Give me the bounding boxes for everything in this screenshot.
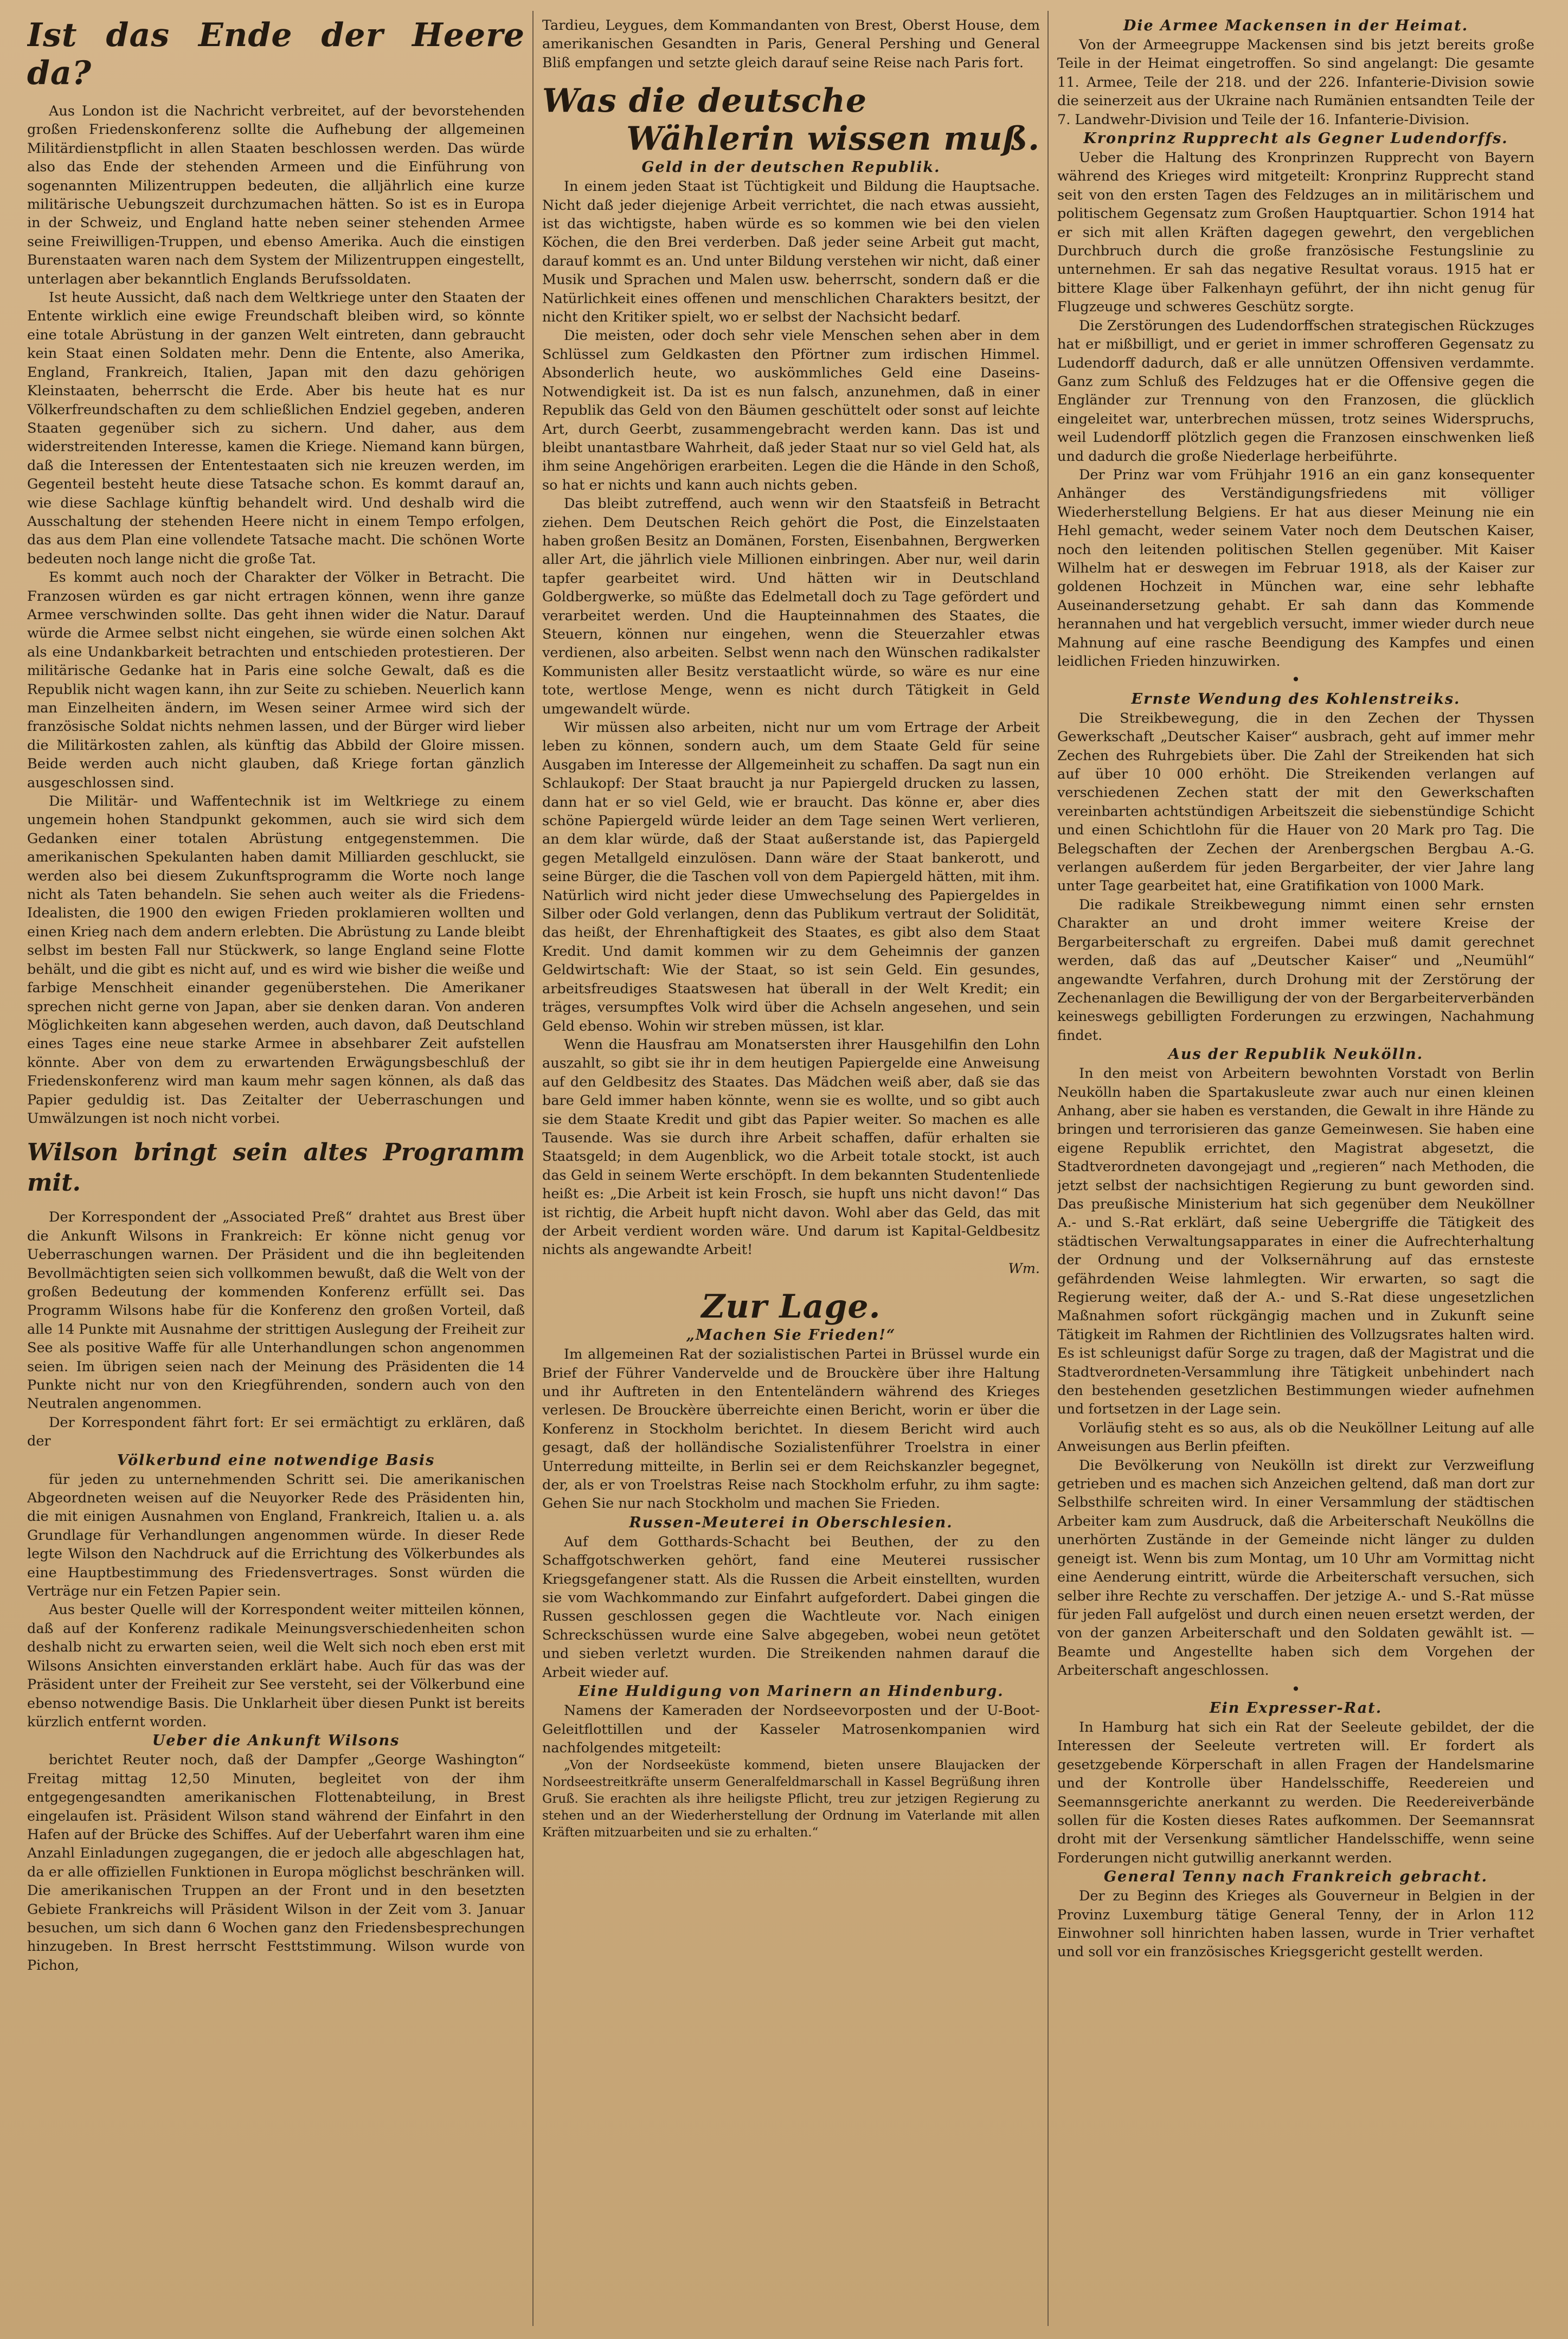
headline-wilson: Wilson bringt sein altes Programm mit. bbox=[27, 1139, 525, 1197]
paragraph: für jeden zu unternehmenden Schritt sei. Die amerikanischen Abgeordneten weisen auf die Neuyorker Rede des Präsidenten hin, die mit einigen Ausnahmen von England, Frankreich, Italien u. a. als Grundlage für Verhandlungen angenommen würde. In dieser Rede legte Wilson den Nachdruck auf die Errichtung des Völkerbundes als eine Hauptbestimmung des Friedensvertrages. Sonst würden die Verträge nur ein Fetzen Papier sein. bbox=[27, 1471, 525, 1600]
paragraph: berichtet Reuter noch, daß der Dampfer „George Washington“ Freitag mittag 12,50 Minuten, begleitet von der ihm entgegengesandten amerikanischen Flottenabteilung, in Brest eingelaufen ist. Präsident Wilson stand während der Einfahrt in den Hafen auf der Brücke des Schiffes. Auf der Ueberfahrt waren ihm eine Anzahl Einladungen zugegangen, die er jedoch alle abgeschlagen hat, da er alle offiziellen Funktionen in Europa möglichst beschränken will. Die amerikanischen Truppen an der Front und in den besetzten Gebiete Frankreichs will Präsident Wilson in der Zeit vom 3. Januar besuchen, um sich dann 6 Wochen ganz den Friedensbesprechungen hinzugeben. In Brest herrscht Festtstimmung. Wilson wurde von Pichon, bbox=[27, 1752, 525, 1974]
paragraph: Der Korrespondent fährt fort: Er sei ermächtigt zu erklären, daß der bbox=[27, 1414, 525, 1450]
column-middle bbox=[542, 16, 1040, 2326]
paragraph: Die Streikbewegung, die in den Zechen der Thyssen Gewerkschaft „Deutscher Kaiser“ ausbrach, geht auf immer mehr Zechen des Ruhrgebiets über. Die Zahl der Streikenden hat sich auf über 10 000 erhöht. Die Streikenden verlangen auf verschiedenen Zechen statt der mit den Gewerkschaften vereinbarten achtstündigen Arbeitszeit die siebenstündige Schicht und einen Schichtlohn für die Hauer von 20 Mark pro Tag. Die Belegschaften der Zechen der Arenbergschen Bergbau A.-G. verlangen außerdem für jeden Bergarbeiter, der vier Jahre lang unter Tage gearbeitet hat, eine Gratifikation von 1000 Mark. bbox=[1057, 710, 1534, 895]
paragraph: „Von der Nordseeküste kommend, bieten unsere Blaujacken der Nordseestreitkräfte unserm Generalfeldmarschall in Kassel Begrüßung ihren Gruß. Sie erachten als ihre heiligste Pflicht, treu zur jetzigen Regierung zu stehen und an der Wiederherstellung der Ordnung im Vaterlande mit allen Kräften mitzuarbeiten und sie zu erhalten.“ bbox=[542, 1758, 1040, 1840]
subheading: Eine Huldigung von Marinern an Hindenburg. bbox=[578, 1683, 1004, 1700]
paragraph: Vorläufig steht es so aus, als ob die Neuköllner Leitung auf alle Anweisungen aus Berlin pfeiften. bbox=[1057, 1419, 1534, 1455]
headline-zur-lage: Zur Lage. bbox=[701, 1288, 881, 1326]
paragraph: Wenn die Hausfrau am Monatsersten ihrer Hausgehilfin den Lohn auszahlt, so gibt sie ihr in dem heutigen Papiergelde eine Anweisung auf den Geldbesitz des Staates. Das Mädchen weiß aber, daß sie das bare Geld immer haben könnte, wenn sie es wollte, und so gibt auch sie dem Staate Kredit und gibt das Papier weiter. So machen es alle Tausende. Was sie durch ihre Arbeit schaffen, dafür erhalten sie Staatsgeld; in dem Augenblick, wo die Arbeit totale stockt, ist auch das Geld in seinem Werte erschöpft. In dem bekannten Studentenliede heißt es: „Die Arbeit ist kein Frosch, sie hupft uns nicht davon!“ Das ist richtig, die Arbeit hupft nicht davon. Wohl aber das Geld, das mit der Arbeit verdient worden wäre. Und darum ist Kapital-Geldbesitz nichts als angewandte Arbeit! bbox=[542, 1036, 1040, 1258]
paragraph: Namens der Kameraden der Nordseevorposten und der U-Boot-Geleitflottillen und der Kasseler Matrosenkompanien wird nachfolgendes mitgeteilt: bbox=[542, 1702, 1040, 1756]
paragraph: Wir müssen also arbeiten, nicht nur um vom Ertrage der Arbeit leben zu können, sondern auch, um dem Staate Geld für seine Ausgaben im Interesse der Allgemeinheit zu schaffen. Da sagt nun ein Schlaukopf: Der Staat braucht ja nur Papiergeld drucken zu lassen, dann hat er so viel Geld, wie er braucht. Das könne er, aber dies schöne Papiergeld würde leider an dem Tage seinen Wert verlieren, an dem klar würde, daß der Staat außerstande ist, das Papiergeld gegen Metallgeld einzulösen. Dann wäre der Staat bankerott, und seine Bürger, die die Taschen voll von dem Papiergeld hätten, mit ihm. Natürlich wird nicht jeder diese Umwechselung des Papiergeldes in Silber oder Gold verlangen, denn das Publikum vertraut der Solidität, das heißt, der Ehrenhaftigkeit des Staates, es gibt also dem Staat Kredit. Und damit kommen wir zu dem Geheimnis der ganzen Geldwirtschaft: Wie der Staat, so ist sein Geld. Ein gesundes, arbeitsfreudiges Staatswesen hat überall in der Welt Kredit; ein träges, versumpftes Volk wird über die Achseln angesehen, und sein Geld ebenso. Wohin wir streben müssen, ist klar. bbox=[542, 719, 1040, 1034]
subheading: „Machen Sie Frieden!“ bbox=[686, 1327, 896, 1344]
paragraph: Ueber die Haltung des Kronprinzen Rupprecht von Bayern während des Krieges wird mitgeteilt: Kronprinz Rupprecht stand seit von den ersten Tagen des Feldzuges an in militärischem und politischem Gegensatz zum Großen Hauptquartier. Schon 1914 hat er sich mit allen Kräften dagegen gewehrt, den vergeblichen Durchbruch durch die große französische Festungslinie zu unternehmen. Er sah das negative Resultat voraus. 1915 hat er bittere Klage über Falkenhayn geführt, der ihn nicht genug für Flugzeuge und schweres Geschütz sorgte. bbox=[1057, 150, 1534, 316]
paragraph: Ist heute Aussicht, daß nach dem Weltkriege unter den Staaten der Entente wirklich eine ewige Freundschaft bleiben wird, so könnte eine totale Abrüstung in der ganzen Welt eintreten, dann gebraucht kein Staat einen Soldaten mehr. Denn die Entente, also Amerika, England, Frankreich, Italien, Japan mit den dazu gehörigen Kleinstaaten, beherrscht die Erde. Aber bis heute hat es nur Völkerfreundschaften zu dem schließlichen Endziel gegeben, anderen Staaten gegenüber sich zu sichern. Und daher, aus dem widerstreitenden Interesse, kamen die Kriege. Niemand kann bürgen, daß die Interessen der Ententestaaten sich nie kreuzen werden, im Gegenteil besteht heute diese Tatsache schon. Es kommt darauf an, wie diese Sachlage künftig behandelt wird. Und deshalb wird die Ausschaltung der stehenden Heere nicht in einem Tempo erfolgen, das aus dem Plan eine vollendete Tatsache macht. Die schönen Worte bedeuten noch lange nicht die große Tat. bbox=[27, 290, 525, 567]
subheading: Ueber die Ankunft Wilsons bbox=[152, 1732, 400, 1750]
subheading: Aus der Republik Neukölln. bbox=[1168, 1046, 1424, 1063]
column-rule-1 bbox=[532, 11, 534, 2326]
paragraph: Aus London ist die Nachricht verbreitet, auf der bevorstehenden großen Friedenskonferenz sollte die Aufhebung der allgemeinen Militärdienstpflicht in allen Staaten beschlossen werden. Das würde also das Ende der stehenden Armeen und die Einführung von sogenannten Milizentruppen bedeuten, die alljährlich eine kurze militärische Uebungszeit durchzumachen hätten. So ist es in Europa in der Schweiz, und England hatte neben seiner stehenden Armee seine Freiwilligen-Truppen, und ebenso Amerika. Auch die einstigen Burenstaaten waren nach dem System der Milizentruppen eingestellt, unterlagen aber bekanntlich Englands Berufssoldaten. bbox=[27, 103, 525, 287]
paragraph: Im allgemeinen Rat der sozialistischen Partei in Brüssel wurde ein Brief der Führer Vandervelde und de Brouckère über ihre Haltung und ihr Auftreten in den Ententeländern während des Krieges verlesen. De Brouckère überreichte einen Bericht, worin er über die Konferenz in Stockholm berichtet. In diesem Bericht wird auch gesagt, daß der holländische Sozialistenführer Troelstra in einer Unterredung mitteilte, in Berlin sei er dem Reichskanzler begegnet, der, als er von Troelstras Reise nach Stockholm erfuhr, zu ihm sagte: Gehen Sie nur nach Stockholm und machen Sie Frieden. bbox=[542, 1346, 1040, 1512]
subheading: Kronprinz Rupprecht als Gegner Ludendorffs. bbox=[1083, 130, 1508, 147]
paragraph: In den meist von Arbeitern bewohnten Vorstadt von Berlin Neukölln haben die Spartakusleute zwar auch nur einen kleinen Anhang, aber sie haben es verstanden, die Gewalt in ihre Hände zu bringen und terrorisieren das ganze Gemeinwesen. Sie haben eine eigene Republik errichtet, den Magistrat abgesetzt, die Stadtverordneten davongejagt und „regieren“ nach Methoden, die jetzt selbst der nachsichtigen Regierung zu bunt geworden sind. Das preußische Ministerium hat sich gegenüber dem Neuköllner A.- und S.-Rat erklärt, daß seine Uebergriffe die Tätigkeit des städtischen Verwaltungsapparates in einer die Aufrechterhaltung der Ordnung und der Volksernährung auf das ernsteste gefährdenden Weise lahmlegten. Wir erwarten, so sagt die Regierung weiter, daß der A.- und S.-Rat diese ungesetzlichen Maßnahmen sofort rückgängig machen und in Zukunft seine Tätigkeit im Rahmen der Richtlinien des Vollzugsrates halten wird. Es ist schleunigst dafür Sorge zu tragen, daß der Magistrat und die Stadtverordneten-Versammlung ihre Tätigkeit unbehindert nach den bestehenden gesetzlichen Bestimmungen wieder aufnehmen und fortsetzen in der Lage sein. bbox=[1057, 1065, 1534, 1418]
paragraph: Die Zerstörungen des Ludendorffschen strategischen Rückzuges hat er mißbilligt, und er geriet in immer schrofferen Gegensatz zu Ludendorff dadurch, daß er alle unnützen Offensiven verdammte. Ganz zum Schluß des Feldzuges hat er die Offensive gegen die Engländer zur Trennung von den Franzosen, die glücklich eingeleitet war, unterbrechen müssen, trotz seines Widerspruchs, weil Ludendorff plötzlich gegen die Franzosen einschwenken ließ und dadurch die große Niederlage herbeiführte. bbox=[1057, 317, 1534, 465]
paragraph: Die meisten, oder doch sehr viele Menschen sehen aber in dem Schlüssel zum Geldkasten den Pförtner zum irdischen Himmel. Absonderlich heute, wo auskömmliches Geld eine Daseins-Notwendigkeit ist. Da ist es nun falsch, anzunehmen, daß in einer Republik das Geld von den Bäumen geschüttelt oder sonst auf leichte Art, durch Geerbt, zusammengebracht werden kann. Das ist und bleibt unantastbare Wahrheit, daß jeder Staat nur so viel Geld hat, als ihm seine Angehörigen erarbeiten. Legen die die Hände in den Schoß, so hat er nichts und kann auch nichts geben. bbox=[542, 327, 1040, 493]
separator-dot: • bbox=[1291, 671, 1301, 689]
subheading: Die Armee Mackensen in der Heimat. bbox=[1123, 17, 1469, 34]
subheading: Ein Expresser-Rat. bbox=[1209, 1699, 1383, 1717]
subheading: Ernste Wendung des Kohlenstreiks. bbox=[1131, 690, 1461, 708]
paragraph: Die Militär- und Waffentechnik ist im Weltkriege zu einem ungemein hohen Standpunkt gekommen, auch sie wird sich dem Gedanken einer totalen Abrüstung entgegenstemmen. Die amerikanischen Spekulanten haben damit Milliarden geschluckt, sie werden also bei diesem Zukunftsprogramm die Worte noch lange nicht als Taten behandeln. Sie sehen auch weiter als die Friedens-Idealisten, die 1900 den ewigen Frieden proklamieren wollten und einen Krieg nach dem andern erlebten. Die Abrüstung zu Lande bleibt selbst im besten Fall nur Stückwerk, so lange England seine Flotte behält, und die gibt es nicht auf, und es wird wie bisher die weiße und farbige Menschheit einander gegenüberstehen. Die Amerikaner sprechen nicht gerne von Japan, aber sie denken daran. Von anderen Möglichkeiten kann abgesehen werden, auch davon, daß Deutschland eines Tages eine neue starke Armee in absehbarer Zeit aufstellen könnte. Aber von dem zu erwartenden Erwägungsbeschluß der Friedenskonferenz wird man kaum mehr sagen können, als daß das Papier geduldig ist. Das Zeitalter der Ueberraschungen und Umwälzungen ist noch nicht vorbei. bbox=[27, 793, 525, 1127]
headline-waehlerin-line1: Was die deutsche bbox=[542, 82, 867, 120]
subheading: Russen-Meuterei in Oberschlesien. bbox=[629, 1514, 953, 1531]
paragraph: In Hamburg hat sich ein Rat der Seeleute gebildet, der die Interessen der Seeleute vertreten will. Er fordert als gesetzgebende Körperschaft in allen Fragen der Handelsmarine und der Kontrolle über Handelsschiffe, Reedereien und Seemannsgerichte anerkannt zu werden. Die Reedereiverbände sollen für die Kosten dieses Rates aufkommen. Der Seemannsrat droht mit der Versenkung sämtlicher Handelsschiffe, wenn seine Forderungen nicht gutwillig anerkannt werden. bbox=[1057, 1719, 1534, 1866]
subheading: Geld in der deutschen Republik. bbox=[641, 159, 941, 176]
headline-waehlerin-line2: Wählerin wissen muß. bbox=[626, 120, 1040, 158]
paragraph: Das bleibt zutreffend, auch wenn wir den Staatsfeiß in Betracht ziehen. Dem Deutschen Reich gehört die Post, die Einzelstaaten haben großen Besitz an Domänen, Forsten, Eisenbahnen, Bergwerken aller Art, die jährlich viele Millionen einbringen. Aber nur, weil darin tapfer gearbeitet wird. Und hätten wir in Deutschland Goldbergwerke, so müßte das Edelmetall doch zu Tage gefördert und verarbeitet werden. Und die Haupteinnahmen des Staates, die Steuern, können nur eingehen, wenn die Steuerzahler etwas verdienen, also arbeiten. Selbst wenn nach den Wünschen radikalster Kommunisten aller Besitz verstaatlicht würde, so wäre es nur eine tote, wertlose Menge, wenn es nicht durch Tätigkeit in Geld umgewandelt würde. bbox=[542, 496, 1040, 717]
separator-dot: • bbox=[1291, 1680, 1301, 1698]
signature: Wm. bbox=[1008, 1260, 1040, 1277]
paragraph: Aus bester Quelle will der Korrespondent weiter mitteilen können, daß auf der Konferenz radikale Meinungsverschiedenheiten schon deshalb nicht zu erwarten seien, weil die Welt sich noch eben erst mit Wilsons Ansichten einverstanden erklärt habe. Auch für das was der Präsident unter der Freiheit zur See versteht, sei der Völkerbund eine ebenso notwendige Basis. Die Unklarheit über diesen Punkt ist bereits kürzlich entfernt worden. bbox=[27, 1602, 525, 1730]
paragraph: Der Korrespondent der „Associated Preß“ drahtet aus Brest über die Ankunft Wilsons in Frankreich: Er könne nicht genug vor Ueberraschungen warnen. Der Präsident und die ihn begleitenden Bevollmächtigten seien sich vollkommen bewußt, daß die Welt von der großen Bedeutung der kommenden Konferenz erfüllt sei. Das Programm Wilsons habe für die Konferenz den großen Vorteil, daß alle 14 Punkte mit Ausnahme der strittigen Auslegung der Freiheit zur See als positive Waffe für alle Unterhandlungen schon angenommen seien. Im übrigen seien nach der Meinung des Präsidenten die 14 Punkte nicht nur von den Kriegführenden, sondern auch von den Neutralen angenommen. bbox=[27, 1209, 525, 1412]
paragraph: Tardieu, Leygues, dem Kommandanten von Brest, Oberst House, dem amerikanischen Gesandten in Paris, General Pershing und General Bliß empfangen und setzte gleich darauf seine Reise nach Paris fort. bbox=[542, 17, 1040, 71]
paragraph: Die Bevölkerung von Neukölln ist direkt zur Verzweiflung getrieben und es machen sich Anzeichen geltend, daß man dort zur Selbsthilfe schreiten wird. In einer Versammlung der städtischen Arbeiter kam zum Ausdruck, daß die Arbeiterschaft Neuköllns die unerhörten Zustände in der Gemeinde nicht länger zu dulden geneigt ist. Wenn bis zum Montag, um 10 Uhr am Vormittag nicht eine Aenderung eintritt, würde die Arbeiterschaft versuchen, sich selber ihre Rechte zu verschaffen. Der jetzige A.- und S.-Rat müsse für jeden Fall aufgelöst und durch einen neuen ersetzt werden, der von der ganzen Arbeiterschaft und den Soldaten gewählt ist. — Beamte und Angestellte haben sich dem Vorgehen der Arbeiterschaft angeschlossen. bbox=[1057, 1457, 1534, 1679]
subheading: General Tenny nach Frankreich gebracht. bbox=[1103, 1868, 1488, 1886]
paragraph: In einem jeden Staat ist Tüchtigkeit und Bildung die Hauptsache. Nicht daß jeder diejenige Arbeit verrichtet, die nach etwas aussieht, ist das wichtigste, haben würde es so kommen wie bei den vielen Köchen, die den Brei verderben. Daß jeder seine Arbeit gut macht, darauf kommt es an. Und unter Bildung verstehen wir nicht, daß einer Musik und Sprachen und Malen usw. beherrscht, sondern daß er die Natürlichkeit eines offenen und menschlichen Charakters besitzt, der nicht den Kritiker spielt, wo er selbst der Nachsicht bedarf. bbox=[542, 178, 1040, 326]
paragraph: Von der Armeegruppe Mackensen sind bis jetzt bereits große Teile in der Heimat eingetroffen. So sind angelangt: Die gesamte 11. Armee, Teile der 218. und der 226. Infanterie-Division sowie die seinerzeit aus der Ukraine nach Rumänien entsandten Teile der 7. Landwehr-Division und Teile der 16. Infanterie-Division. bbox=[1057, 37, 1534, 128]
paragraph: Es kommt auch noch der Charakter der Völker in Betracht. Die Franzosen würden es gar nicht ertragen können, wenn ihre ganze Armee verschwinden sollte. Das geht ihnen wider die Natur. Darauf würde die Armee selbst nicht eingehen, sie würde einen solchen Akt als eine Undankbarkeit betrachten und entschieden protestieren. Der militärische Gedanke hat in Paris eine solche Gewalt, daß es die Republik nicht wagen kann, ihn zur Seite zu schieben. Neuerlich kann man Einzelheiten ändern, im Wesen seiner Armee wird sich der französische Soldat nichts nehmen lassen, und der Bürger wird lieber die Militärkosten zahlen, als künftig das Abbild der Gloire missen. Beide werden auch nicht glauben, daß Kriege fortan gänzlich ausgeschlossen sind. bbox=[27, 569, 525, 791]
column-rule-2 bbox=[1048, 11, 1049, 2326]
column-right bbox=[1057, 16, 1534, 2326]
subheading: Völkerbund eine notwendige Basis bbox=[117, 1451, 435, 1469]
paragraph: Der zu Beginn des Krieges als Gouverneur in Belgien in der Provinz Luxemburg tätige General Tenny, der in Arlon 112 Einwohner soll hinrichten haben lassen, wurde in Trier verhaftet und soll vor ein französisches Kriegsgericht gestellt werden. bbox=[1057, 1888, 1534, 1961]
paragraph: Der Prinz war vom Frühjahr 1916 an ein ganz konsequenter Anhänger des Verständigungsfriedens mit völliger Wiederherstellung Belgiens. Er hat aus dieser Meinung nie ein Hehl gemacht, weder seinem Vater noch dem Deutschen Kaiser, noch den leitenden politischen Stellen gegenüber. Mit Kaiser Wilhelm hat er deswegen im Februar 1918, als der Kaiser zur goldenen Hochzeit in München war, eine sehr lebhafte Auseinandersetzung gehabt. Er sah dann das Kommende herannahen und hat vergeblich versucht, immer wieder durch neue Mahnung auf eine rasche Beendigung des Kampfes und einen leidlichen Frieden hinzuwirken. bbox=[1057, 466, 1534, 670]
paragraph: Auf dem Gotthards-Schacht bei Beuthen, der zu den Schaffgotschwerken gehört, fand eine Meuterei russischer Kriegsgefangener statt. Als die Russen die Arbeit einstellten, wurden sie vom Wachkommando zur Einfahrt aufgefordert. Dabei gingen die Russen geschlossen gegen die Wachtleute vor. Nach einigen Schreckschüssen wurde eine Salve abgegeben, wobei neun getötet und sieben verletzt wurden. Die Streikenden nahmen darauf die Arbeit wieder auf. bbox=[542, 1533, 1040, 1681]
column-left bbox=[27, 16, 525, 2326]
paragraph: Die radikale Streikbewegung nimmt einen sehr ernsten Charakter an und droht immer weitere Kreise der Bergarbeiterschaft zu ergreifen. Dabei muß damit gerechnet werden, daß das auf „Deutscher Kaiser“ und „Neumühl“ angewandte Verfahren, durch Drohung mit der Zerstörung der Zechenanlagen die Bewilligung der von der Bergarbeiterverbänden keineswegs gebilligten Forderungen zu erzwingen, Nachahmung findet. bbox=[1057, 896, 1534, 1044]
headline-heere: Ist das Ende der Heere da? bbox=[27, 16, 525, 92]
